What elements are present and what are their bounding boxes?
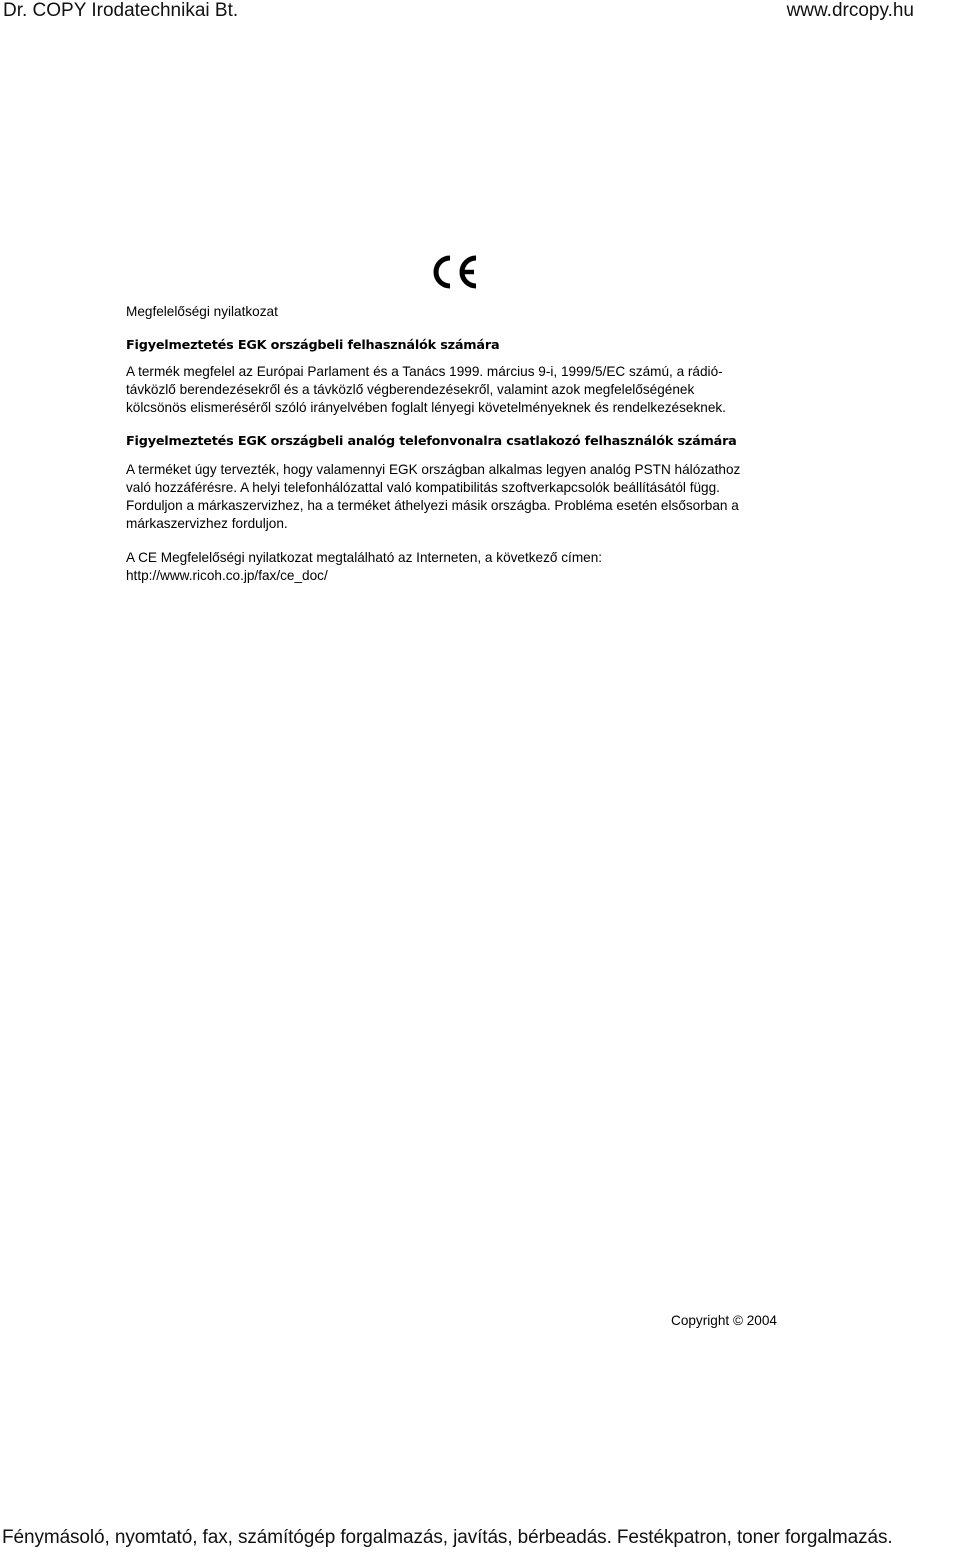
- paragraph-line: A terméket úgy tervezték, hogy valamennyi EGK országban alkalmas legyen analóg PSTN hálózathoz: [126, 462, 741, 477]
- paragraph-line: A CE Megfelelőségi nyilatkozat megtalálható az Interneten, a következő címen:: [126, 550, 603, 565]
- copyright-notice: Copyright © 2004: [671, 1313, 777, 1328]
- declaration-url-link[interactable]: http://www.ricoh.co.jp/fax/ce_doc/: [126, 568, 328, 583]
- ce-mark-icon: [430, 252, 482, 292]
- online-declaration-paragraph: [126, 549, 796, 585]
- section-heading-egk-users: Figyelmeztetés EGK országbeli felhasználók számára: [126, 338, 500, 353]
- paragraph-line: Forduljon a márkaszervizhez, ha a terméket áthelyezi másik országba. Probléma esetén elsősorban a: [126, 498, 739, 513]
- paragraph-line: A termék megfelel az Európai Parlament és a Tanács 1999. március 9-i, 1999/5/EC számú, a rádió-: [126, 364, 723, 379]
- document-title: Megfelelőségi nyilatkozat: [126, 304, 278, 319]
- footer-banner: Fénymásoló, nyomtató, fax, számítógép forgalmazás, javítás, bérbeadás. Festékpatron, toner forgalmazás.: [2, 1527, 893, 1548]
- paragraph-line: távközlő berendezésekről és a távközlő végberendezésekről, valamint azok megfelelőségének: [126, 382, 695, 397]
- paragraph-line: kölcsönös elismeréséről szóló irányelvében foglalt lényegi követelményeknek és rendelkezéseknek.: [126, 400, 726, 415]
- header-website-link[interactable]: www.drcopy.hu: [786, 0, 914, 21]
- paragraph-line: márkaszervizhez forduljon.: [126, 516, 288, 531]
- section-paragraph-analog-users: [126, 461, 796, 533]
- paragraph-line: való hozzáférésre. A helyi telefonhálózattal való kompatibilitás szoftverkapcsolók beállításától függ.: [126, 480, 720, 495]
- section-heading-analog-users: Figyelmeztetés EGK országbeli analóg telefonvonalra csatlakozó felhasználók számára: [126, 434, 737, 449]
- header-company-name: Dr. COPY Irodatechnikai Bt.: [3, 0, 239, 21]
- section-paragraph-egk-users: [126, 363, 796, 417]
